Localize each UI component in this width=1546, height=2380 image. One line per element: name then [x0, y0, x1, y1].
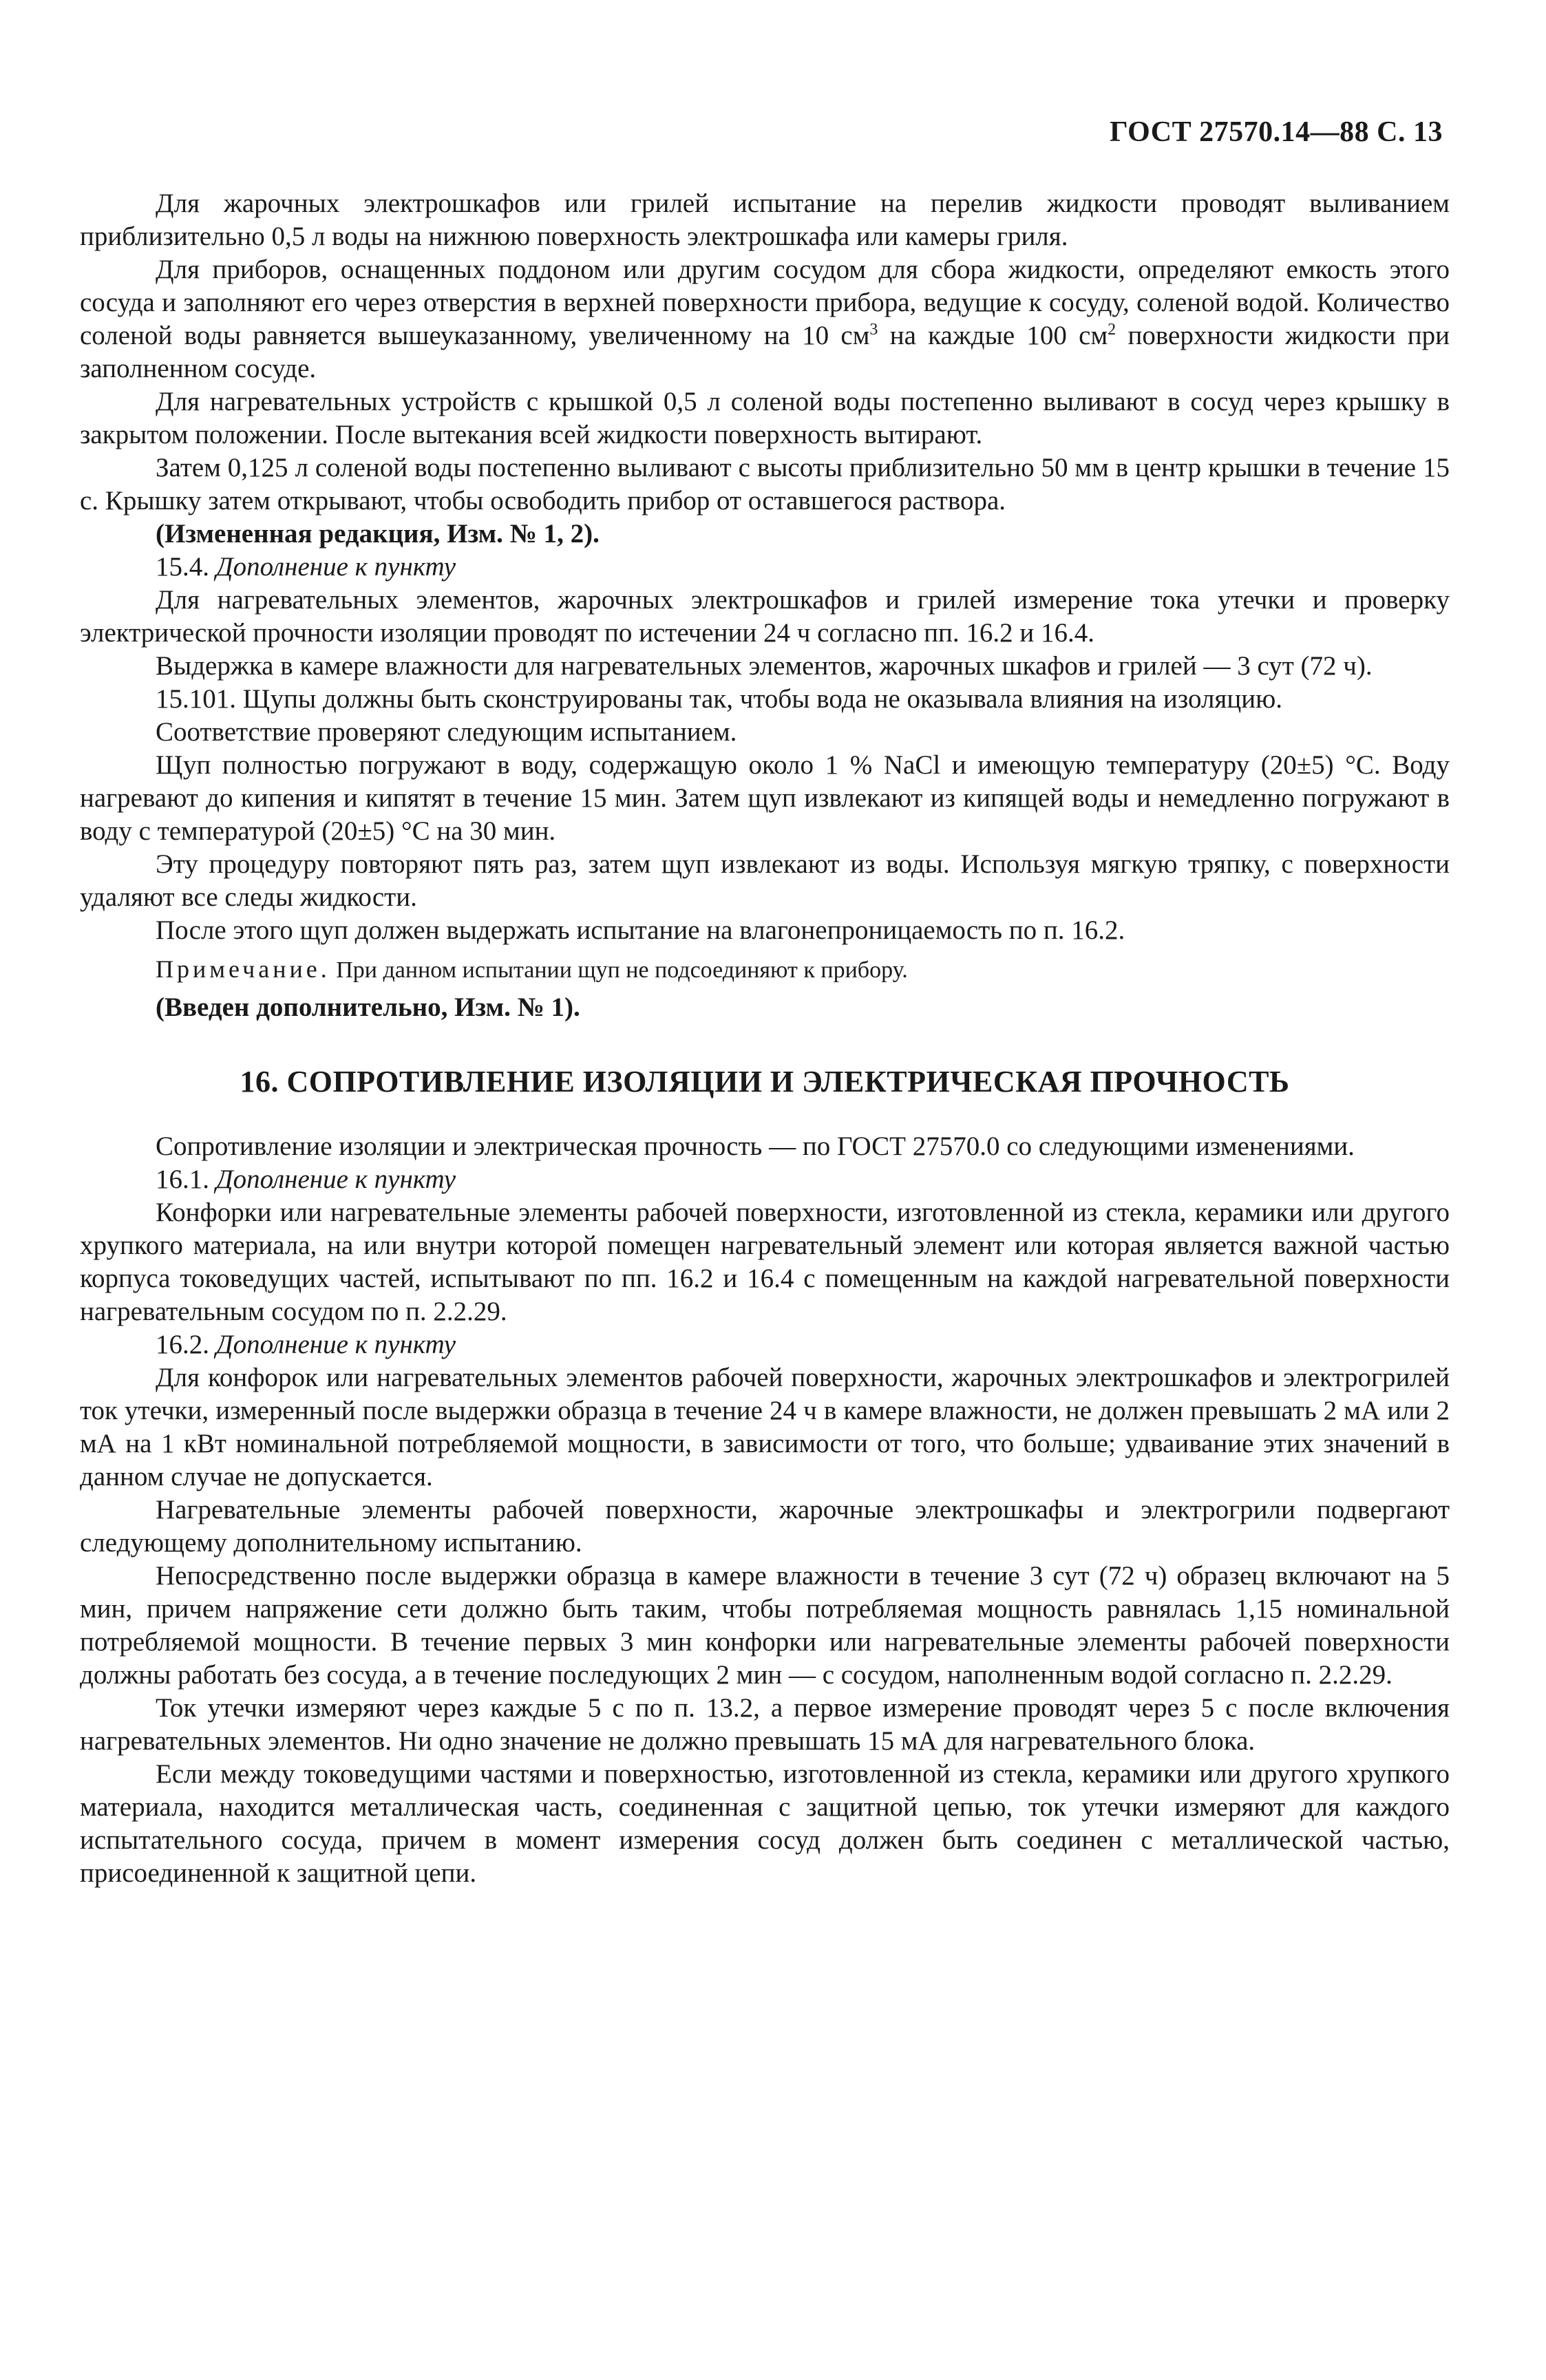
superscript: 3 [869, 321, 878, 339]
clause-heading [80, 1163, 1450, 1196]
clause-number: 16.2. [156, 1330, 216, 1359]
paragraph: Для жарочных электрошкафов или грилей испытание на перелив жидкости проводят выливанием приблизительно 0,5 л воды на нижнюю поверхность электрошкафа или камеры гриля. [80, 189, 1450, 251]
paragraph: Ток утечки измеряют через каждые 5 с по п. 13.2, а первое измерение проводят через 5 с после включения нагревательных элементов. Ни одно значение не должно превышать 15 мА для нагревательного блока. [80, 1693, 1450, 1756]
paragraph: Непосредственно после выдержки образца в камере влажности в течение 3 сут (72 ч) образец включают на 5 мин, причем напряжение сети должно быть таким, чтобы потребляемая мощность равнялась 1,15 номинальной потребляемой мощности. В течение первых 3 мин конфорки или нагревательные элементы рабочей поверхности должны работать без сосуда, а в течение последующих 2 мин — с сосудом, наполненным водой согласно п. 2.2.29. [80, 1561, 1450, 1690]
paragraph-text: поверхности жидкости при заполненном сосуде. [80, 321, 1450, 383]
clause-heading [80, 551, 1450, 584]
paragraph: Для нагревательных устройств с крышкой 0,5 л соленой воды постепенно выливают в сосуд через крышку в закрытом положении. После вытекания всей жидкости поверхность вытирают. [80, 387, 1450, 449]
paragraph: Соответствие проверяют следующим испытанием. [156, 717, 737, 747]
paragraph: 15.101. Щупы должны быть сконструированы так, чтобы вода не оказывала влияния на изоляцию. [156, 684, 1282, 714]
note-text: При данном испытании щуп не подсоединяют к прибору. [330, 957, 908, 983]
paragraph: Нагревательные элементы рабочей поверхности, жарочные электрошкафы и электрогрили подвергают следующему дополнительному испытанию. [80, 1495, 1450, 1558]
paragraph [80, 253, 1450, 385]
paragraph: После этого щуп должен выдержать испытание на влагонепроницаемость по п. 16.2. [156, 915, 1125, 945]
clause-label: Дополнение к пункту [215, 552, 456, 582]
section-title: 16. СОПРОТИВЛЕНИЕ ИЗОЛЯЦИИ И ЭЛЕКТРИЧЕСКАЯ ПРОЧНОСТЬ [240, 1065, 1290, 1098]
page-header: ГОСТ 27570.14—88 С. 13 [1109, 116, 1443, 148]
note [80, 953, 1450, 987]
amendment-note: (Измененная редакция, Изм. № 1, 2). [156, 519, 600, 549]
paragraph: Для нагревательных элементов, жарочных электрошкафов и грилей измерение тока утечки и проверку электрической прочности изоляции проводят по истечении 24 ч согласно пп. 16.2 и 16.4. [80, 585, 1450, 648]
paragraph: Щуп полностью погружают в воду, содержащую около 1 % NaCl и имеющую температуру (20±5) °С. Воду нагревают до кипения и кипятят в течение 15 мин. Затем щуп извлекают из кипящей воды и немедленно погружают в воду с температурой (20±5) °С на 30 мин. [80, 750, 1450, 846]
note-label: Примечание. [156, 955, 330, 983]
paragraph: Затем 0,125 л соленой воды постепенно выливают с высоты приблизительно 50 мм в центр крышки в течение 15 с. Крышку затем открывают, чтобы освободить прибор от оставшегося раствора. [80, 453, 1450, 516]
clause-label: Дополнение к пункту [215, 1165, 456, 1194]
amendment-note: (Введен дополнительно, Изм. № 1). [156, 992, 580, 1022]
clause-number: 15.4. [156, 552, 216, 582]
paragraph: Сопротивление изоляции и электрическая прочность — по ГОСТ 27570.0 со следующими изменениями. [156, 1131, 1355, 1161]
paragraph-text: на каждые 100 см [878, 321, 1108, 350]
paragraph: Конфорки или нагревательные элементы рабочей поверхности, изготовленной из стекла, керамики или другого хрупкого материала, на или внутри которой помещен нагревательный элемент или которая является важной частью корпуса токоведущих частей, испытывают по пп. 16.2 и 16.4 с помещенным на каждой нагревательной поверхности нагревательным сосудом по п. 2.2.29. [80, 1198, 1450, 1326]
paragraph: Эту процедуру повторяют пять раз, затем щуп извлекают из воды. Используя мягкую тряпку, с поверхности удаляют все следы жидкости. [80, 849, 1450, 912]
clause-heading [80, 1328, 1450, 1361]
document-body [80, 187, 1450, 1890]
paragraph: Выдержка в камере влажности для нагревательных элементов, жарочных шкафов и грилей — 3 сут (72 ч). [156, 651, 1373, 681]
paragraph: Для конфорок или нагревательных элементов рабочей поверхности, жарочных электрошкафов и электрогрилей ток утечки, измеренный после выдержки образца в течение 24 ч в камере влажности, не должен превышать 2 мА или 2 мА на 1 кВт номинальной потребляемой мощности, в зависимости от того, что больше; удваивание этих значений в данном случае не допускается. [80, 1363, 1450, 1491]
clause-number: 16.1. [156, 1165, 216, 1194]
clause-label: Дополнение к пункту [215, 1330, 456, 1359]
superscript: 2 [1108, 321, 1116, 339]
paragraph-text: Для приборов, оснащенных поддоном или другим сосудом для сбора жидкости, определяют емкость этого сосуда и заполняют его через отверстия в верхней поверхности прибора, ведущие к сосуду, соленой водой. Количество соленой воды равняется вышеуказанному, увеличенному на 10 см [80, 255, 1450, 350]
paragraph: Если между токоведущими частями и поверхностью, изготовленной из стекла, керамики или другого хрупкого материала, находится металлическая часть, соединенная с защитной цепью, ток утечки измеряют для каждого испытательного сосуда, причем в момент измерения сосуд должен быть соединен с металлической частью, присоединенной к защитной цепи. [80, 1759, 1450, 1888]
